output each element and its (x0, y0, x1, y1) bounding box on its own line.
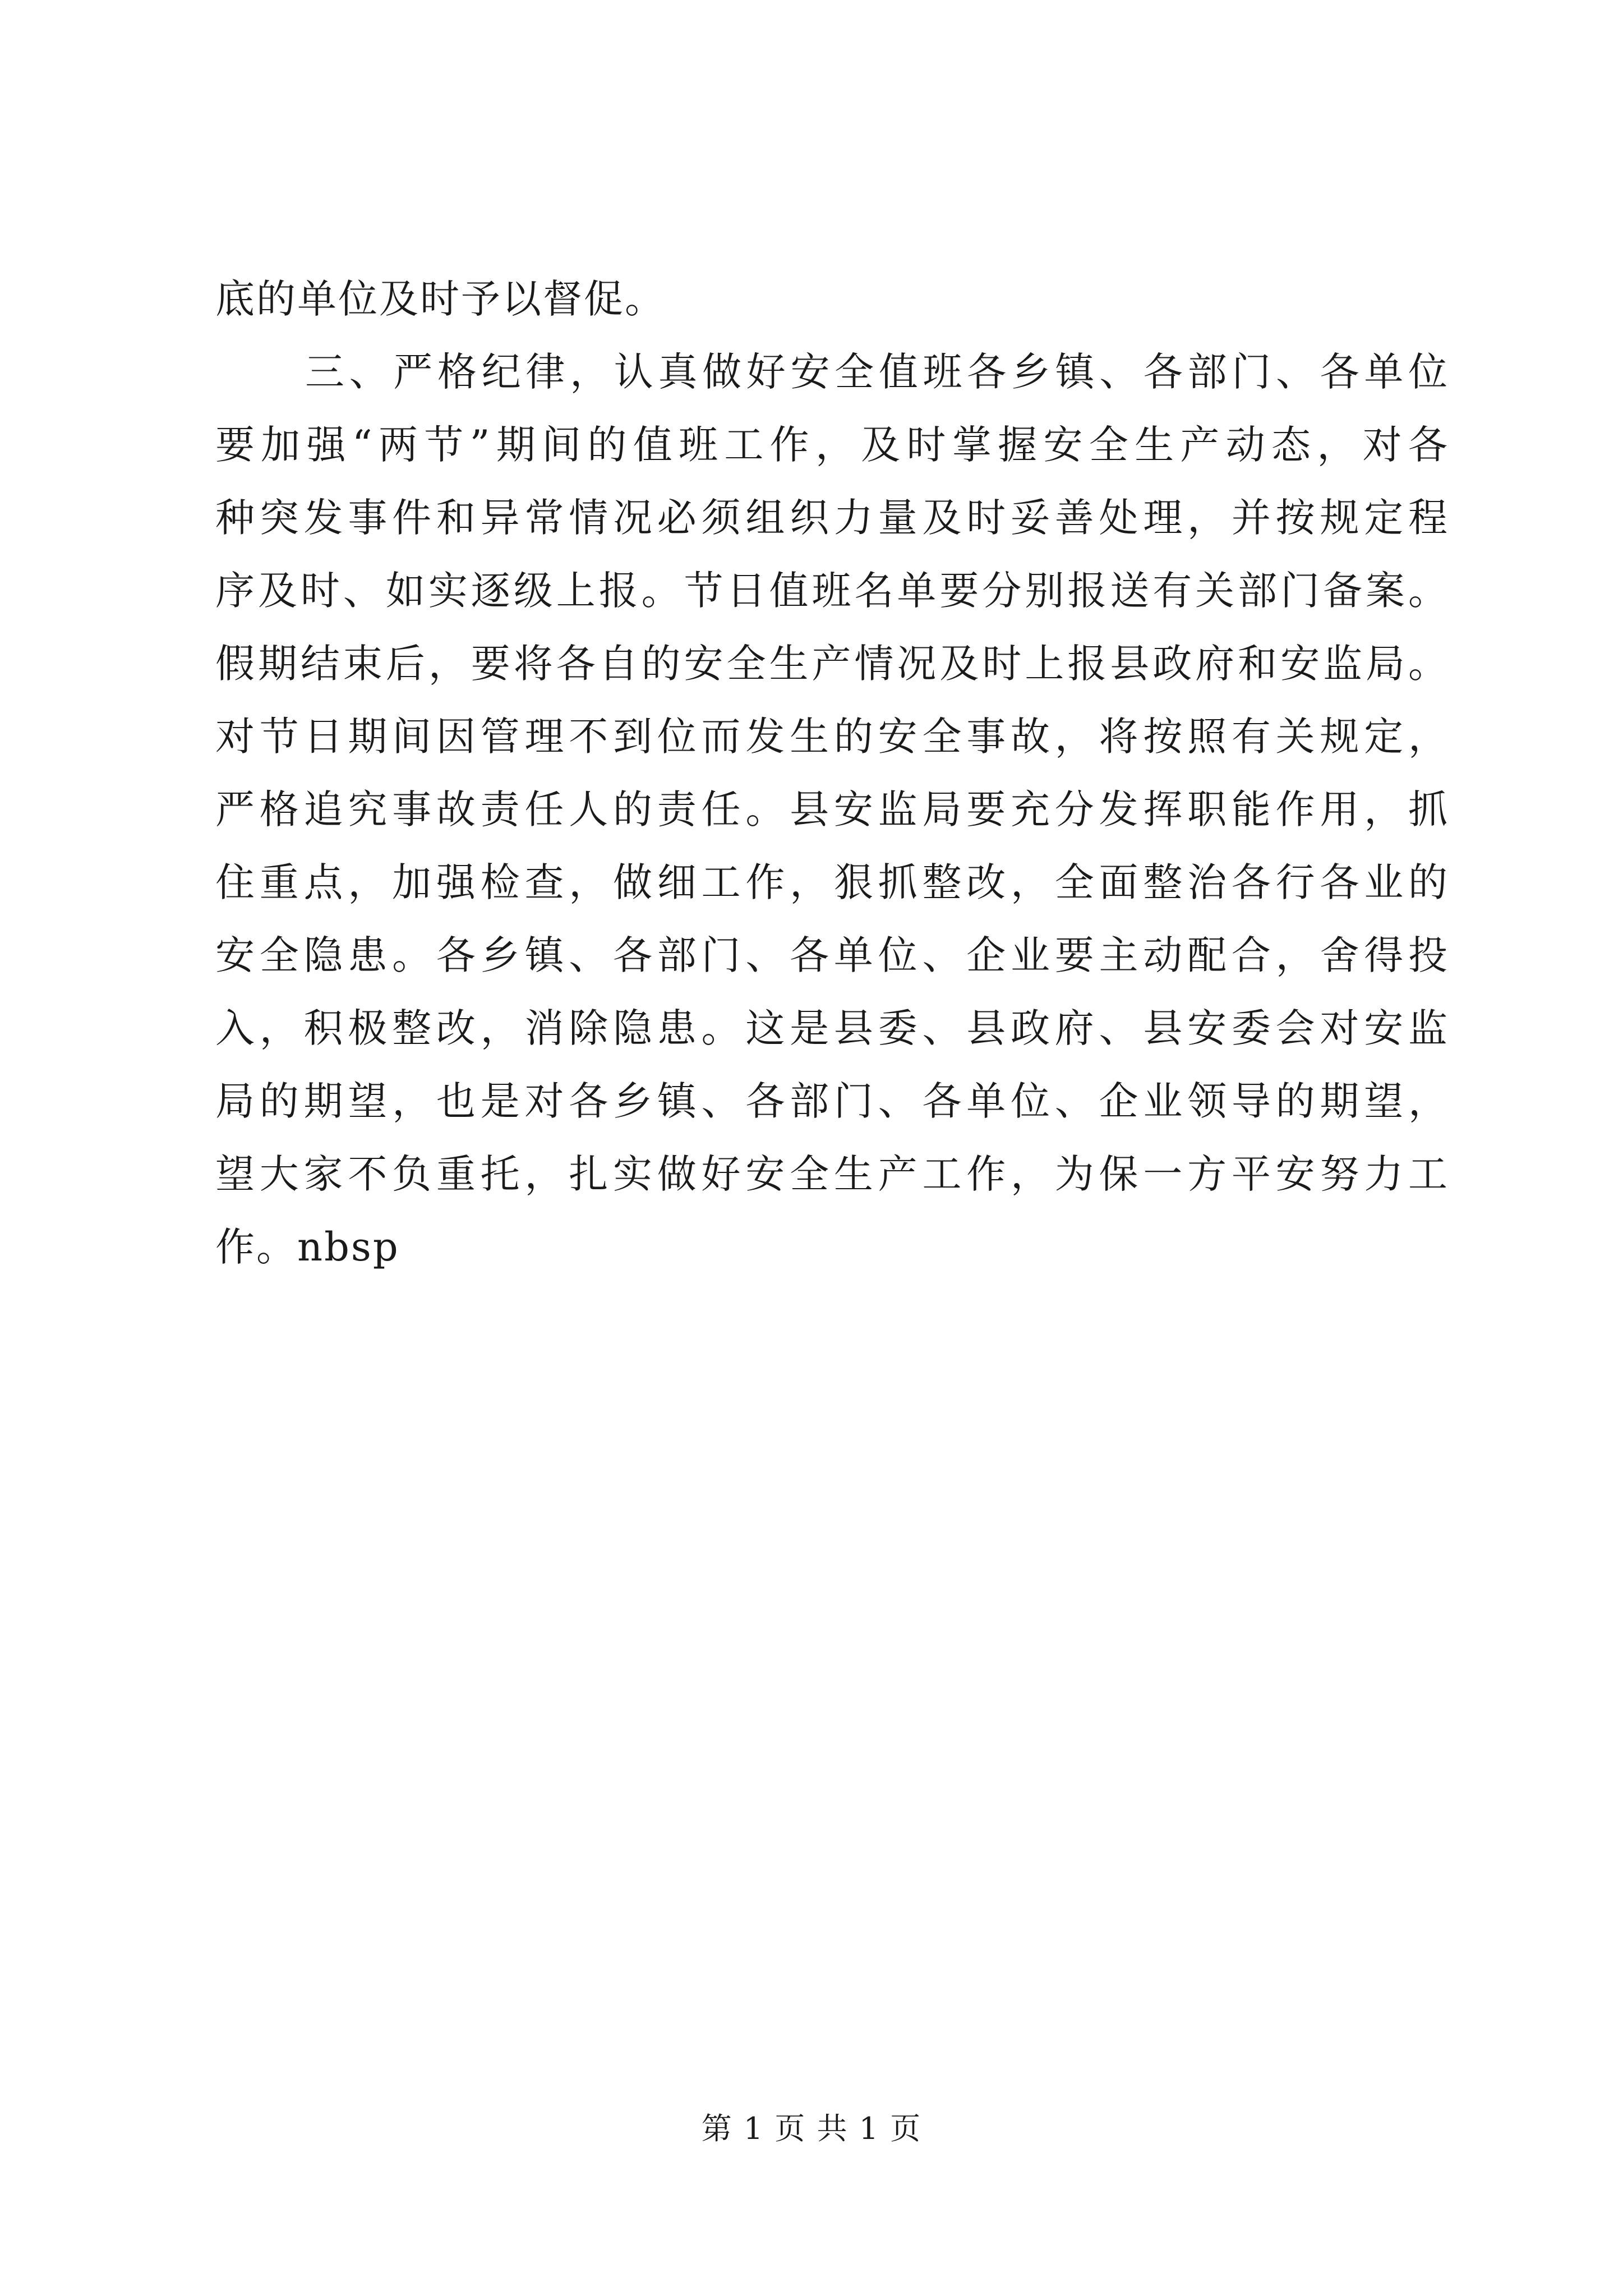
text-line: 三、严格纪律，认真做好安全值班各乡镇、各部门、各单位 (305, 349, 1449, 395)
text-line: 假期结束后，要将各自的安全生产情况及时上报县政府和安监局。 (215, 641, 1449, 687)
text-line: 严格追究事故责任人的责任。县安监局要充分发挥职能作用，抓 (215, 786, 1449, 832)
text-line: 底的单位及时予以督促。 (215, 276, 666, 322)
text-line: 种突发事件和异常情况必须组织力量及时妥善处理，并按规定程 (215, 495, 1449, 541)
page-footer: 第 1 页 共 1 页 (701, 2111, 922, 2146)
text-line: 入，积极整改，消除隐患。这是县委、县政府、县安委会对安监 (215, 1005, 1449, 1051)
text-line: 住重点，加强检查，做细工作，狠抓整改，全面整治各行各业的 (215, 859, 1449, 905)
text-line: 序及时、如实逐级上报。节日值班名单要分别报送有关部门备案。 (215, 568, 1449, 614)
text-line: 作。nbsp (215, 1224, 400, 1270)
text-line: 望大家不负重托，扎实做好安全生产工作，为保一方平安努力工 (215, 1151, 1449, 1197)
document-body (215, 263, 1449, 1283)
text-line: 要加强“两节”期间的值班工作，及时掌握安全生产动态，对各 (215, 422, 1449, 468)
text-line: 局的期望，也是对各乡镇、各部门、各单位、企业领导的期望， (215, 1078, 1449, 1124)
text-line: 对节日期间因管理不到位而发生的安全事故，将按照有关规定， (215, 714, 1449, 760)
text-line: 安全隐患。各乡镇、各部门、各单位、企业要主动配合，舍得投 (215, 932, 1449, 978)
